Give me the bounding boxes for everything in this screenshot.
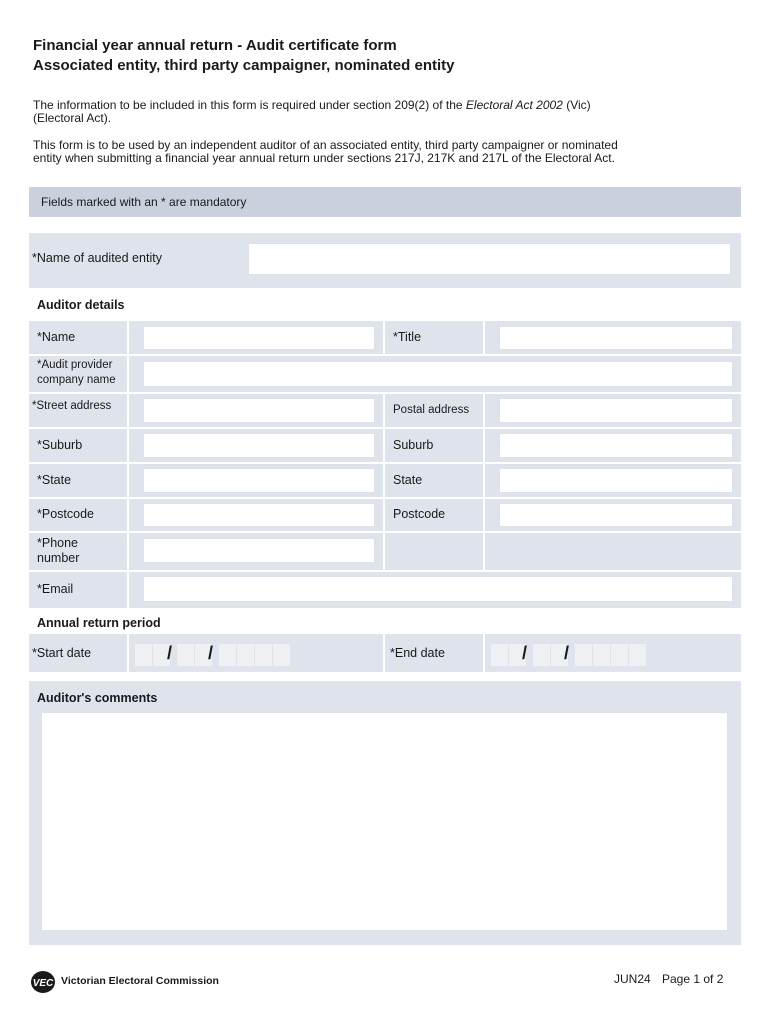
mandatory-note: Fields marked with an * are mandatory	[41, 195, 247, 209]
end-date-label: *End date	[390, 646, 445, 660]
start-date-separator-1: /	[167, 643, 173, 663]
annual-return-period-heading: Annual return period	[37, 616, 161, 630]
page-number: Page 1 of 2	[662, 972, 724, 986]
start-year-digit-3[interactable]	[255, 644, 272, 666]
end-date-separator-1: /	[522, 643, 528, 663]
end-year-digit-2[interactable]	[593, 644, 610, 666]
suburb-input[interactable]	[143, 433, 375, 458]
postal-address-input[interactable]	[499, 398, 733, 423]
auditor-name-input[interactable]	[143, 326, 375, 350]
phone-input[interactable]	[143, 538, 375, 563]
audited-entity-label: *Name of audited entity	[32, 251, 162, 265]
auditor-title-input[interactable]	[499, 326, 733, 350]
start-date-label: *Start date	[32, 646, 92, 660]
start-day-digit-1[interactable]	[135, 644, 152, 666]
mandatory-banner	[29, 187, 741, 217]
start-year-digit-2[interactable]	[237, 644, 254, 666]
street-address-input[interactable]	[143, 398, 375, 423]
email-input[interactable]	[143, 576, 733, 602]
email-label: *Email	[37, 582, 74, 596]
end-date-field[interactable]	[485, 634, 741, 672]
end-month-digit-1[interactable]	[533, 644, 550, 666]
postal-suburb-label: Suburb	[393, 438, 434, 452]
start-date-separator-2: /	[208, 643, 214, 663]
postcode-input[interactable]	[143, 503, 375, 527]
form-title-line2: Associated entity, third party campaigner, nominated entity	[33, 57, 455, 74]
end-date-separator-2: /	[564, 643, 570, 663]
period-row	[29, 634, 741, 672]
end-year-digit-1[interactable]	[575, 644, 592, 666]
vec-logo-text: VEC	[32, 978, 54, 989]
start-year-digit-4[interactable]	[273, 644, 290, 666]
street-address-label: *Street address	[32, 400, 112, 412]
auditor-title-label: *Title	[393, 330, 422, 344]
auditors-comments-textarea[interactable]	[41, 712, 728, 931]
intro-paragraph-1: The information to be included in this form is required under section 209(2) of the Electoral Act 2002 (Vic) (Electoral Act).	[33, 98, 591, 125]
postal-postcode-input[interactable]	[499, 503, 733, 527]
end-year-digit-3[interactable]	[611, 644, 628, 666]
form-version: JUN24	[614, 972, 651, 986]
intro-paragraph-2: This form is to be used by an independent auditor of an associated entity, third party campaigner or nominated entity when submitting a financial year annual return under sections 217J, 217K and 217L of the Electoral Act.	[33, 138, 618, 165]
start-month-digit-1[interactable]	[177, 644, 194, 666]
auditors-comments-heading: Auditor's comments	[37, 691, 158, 705]
postal-address-label: Postal address	[393, 404, 470, 416]
form-title	[33, 36, 454, 76]
postal-state-input[interactable]	[499, 468, 733, 493]
start-year-digit-1[interactable]	[219, 644, 236, 666]
auditor-details-grid	[29, 321, 741, 608]
start-date-field[interactable]	[129, 634, 383, 672]
vec-logo	[30, 970, 60, 999]
act-name: Electoral Act 2002	[465, 98, 563, 112]
audited-entity-section	[29, 233, 741, 288]
postal-state-label: State	[393, 473, 423, 487]
end-year-digit-4[interactable]	[629, 644, 646, 666]
postcode-label: *Postcode	[37, 507, 94, 521]
audited-entity-input[interactable]	[248, 243, 731, 275]
auditors-comments-section	[29, 681, 741, 945]
postal-suburb-input[interactable]	[499, 433, 733, 458]
name-label-cell	[29, 321, 127, 354]
org-name: Victorian Electoral Commission	[61, 975, 219, 987]
state-label: *State	[37, 473, 72, 487]
postal-postcode-label: Postcode	[393, 507, 446, 521]
form-title-line1: Financial year annual return - Audit certificate form	[33, 37, 397, 54]
vec-logo-icon	[30, 970, 60, 994]
audit-provider-input[interactable]	[143, 361, 733, 387]
auditor-name-label: *Name	[37, 330, 76, 344]
suburb-label: *Suburb	[37, 438, 83, 452]
audit-provider-label: *Audit provider company name	[37, 359, 116, 386]
phone-label: *Phone number	[37, 536, 80, 565]
end-day-digit-1[interactable]	[491, 644, 508, 666]
state-input[interactable]	[143, 468, 375, 493]
auditor-details-heading: Auditor details	[37, 298, 125, 312]
